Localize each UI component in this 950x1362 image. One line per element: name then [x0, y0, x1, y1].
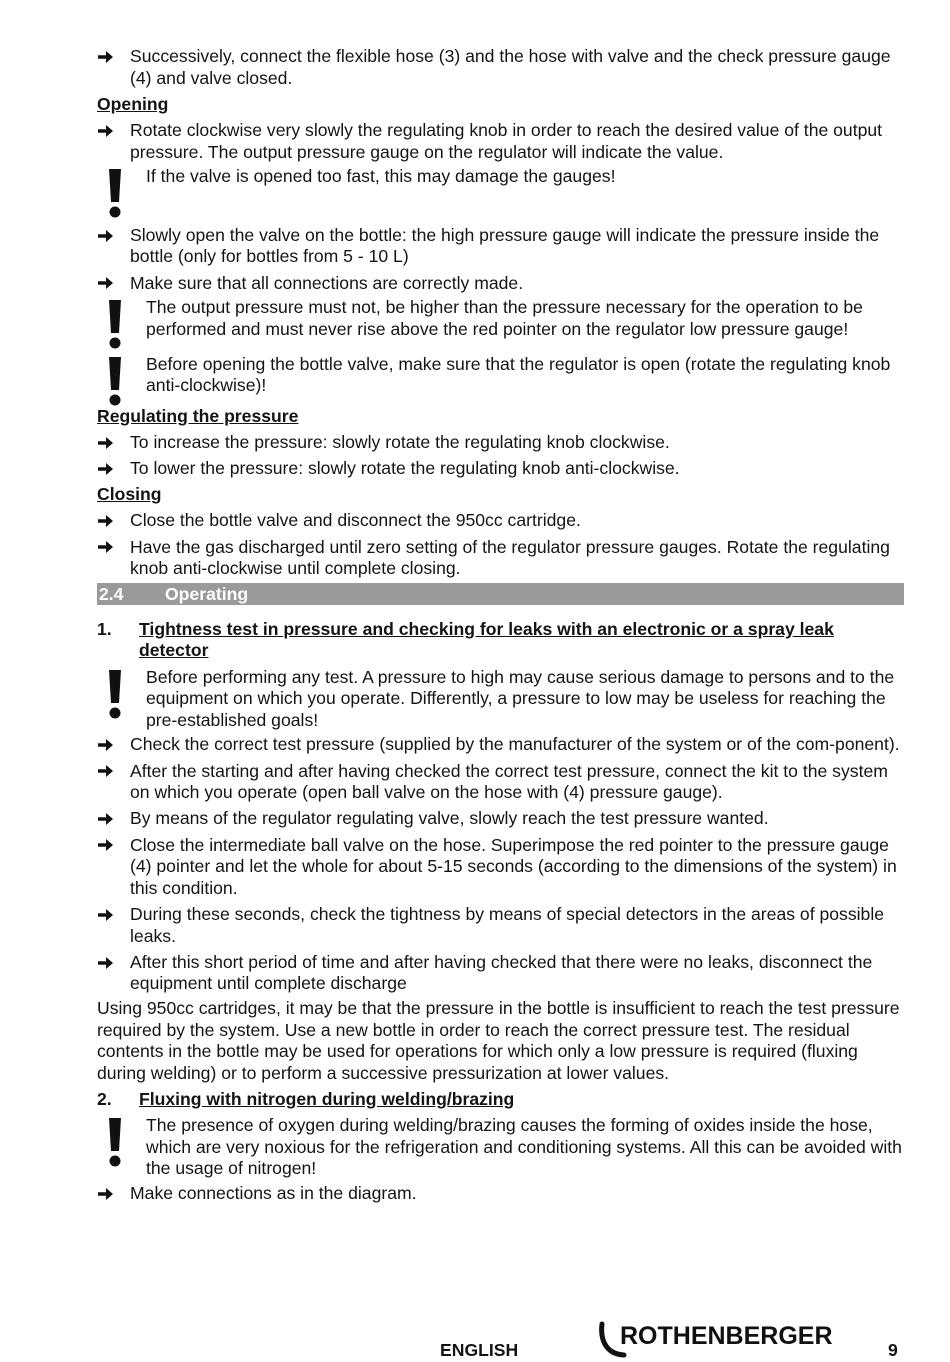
arrow-bullet-icon: [97, 904, 130, 926]
list-item-text: Check the correct test pressure (supplied by the manufacturer of the system or of the com-ponent).: [130, 734, 900, 755]
arrow-bullet-icon: [97, 537, 130, 559]
arrow-bullet-icon: [97, 225, 130, 247]
list-item: [97, 761, 904, 804]
list-item: [97, 458, 904, 480]
arrow-bullet-icon: [97, 952, 130, 974]
numbered-heading: [97, 1089, 904, 1111]
exclamation-icon: [97, 166, 146, 218]
warning-note: [97, 354, 904, 406]
list-item-text: By means of the regulator regulating valve, slowly reach the test pressure wanted.: [130, 808, 769, 829]
warning-note: [97, 166, 904, 220]
warning-text: The output pressure must not, be higher than the pressure necessary for the operation to be performed and must never rise above the red pointer on the regulator low pressure gauge!: [146, 297, 863, 339]
arrow-bullet-icon: [97, 835, 130, 857]
list-item-text: Close the bottle valve and disconnect the 950cc cartridge.: [130, 510, 581, 531]
list-item-text: After this short period of time and after having checked that there were no leaks, disconnect the equipment until complete discharge: [130, 951, 873, 994]
arrow-bullet-icon: [97, 808, 130, 830]
exclamation-icon: [97, 667, 146, 719]
list-item-text: To increase the pressure: slowly rotate the regulating knob clockwise.: [130, 431, 670, 452]
step-title: Fluxing with nitrogen during welding/brazing: [139, 1088, 515, 1109]
section-heading-regulating: Regulating the pressure: [97, 405, 299, 426]
warning-note: [97, 1115, 904, 1180]
footer-language: ENGLISH: [440, 1340, 519, 1360]
list-item-text: During these seconds, check the tightness by means of special detectors in the areas of possible leaks.: [130, 903, 885, 946]
list-item: [97, 120, 904, 163]
exclamation-icon: [97, 354, 146, 406]
list-item: [97, 904, 904, 947]
section-heading-opening: Opening: [97, 93, 169, 114]
arrow-bullet-icon: [97, 46, 130, 68]
list-item-text: Make sure that all connections are correctly made.: [130, 272, 524, 293]
section-heading-closing: Closing: [97, 484, 162, 505]
list-item: [97, 734, 904, 756]
warning-text: Before performing any test. A pressure to high may cause serious damage to persons and to the equipment on which you operate. Differently, a pressure to low may be useless for reaching the pre-established goals!: [146, 666, 895, 730]
list-item-text: To lower the pressure: slowly rotate the regulating knob anti-clockwise.: [130, 458, 680, 479]
list-item: [97, 225, 904, 268]
step-title: Tightness test in pressure and checking for leaks with an electronic or a spray leak detector: [139, 618, 834, 661]
page-number: 9: [888, 1340, 898, 1360]
body-paragraph: Using 950cc cartridges, it may be that the pressure in the bottle is insufficient to reach the test pressure required by the system. Use a new bottle in order to reach the correct pressure test. The residual contents in the bottle may be used for operations for which only a low pressure is required (fluxing during welding) or to perform a successive pressurization at lower values.: [97, 997, 900, 1083]
list-item-text: Make connections as in the diagram.: [130, 1182, 417, 1203]
arrow-bullet-icon: [97, 734, 130, 756]
list-item-text: Close the intermediate ball valve on the hose. Superimpose the red pointer to the pressure gauge (4) pointer and let the whole for about 5-15 seconds (according to the dimensions of the system) in this condition.: [130, 834, 897, 898]
step-number: 1.: [97, 618, 112, 639]
rothenberger-logo: [598, 1320, 850, 1360]
arrow-bullet-icon: [97, 120, 130, 142]
list-item: [97, 432, 904, 454]
exclamation-icon: [97, 297, 146, 349]
logo-wordmark: ROTHENBERGER: [620, 1322, 833, 1350]
warning-note: [97, 667, 904, 732]
list-item: [97, 952, 904, 995]
section-header-bar: [97, 583, 904, 605]
list-item: [97, 537, 904, 580]
arrow-bullet-icon: [97, 458, 130, 480]
list-item-text: Successively, connect the flexible hose (3) and the hose with valve and the check pressure gauge (4) and valve closed.: [130, 46, 891, 88]
list-item-text: Slowly open the valve on the bottle: the high pressure gauge will indicate the pressure inside the bottle (only for bottles from 5 - 10 L): [130, 224, 880, 267]
arrow-bullet-icon: [97, 510, 130, 532]
step-number: 2.: [97, 1088, 112, 1109]
list-item: [97, 808, 904, 830]
arrow-bullet-icon: [97, 761, 130, 783]
list-item: [97, 1183, 904, 1205]
list-item: [97, 835, 904, 900]
warning-text: The presence of oxygen during welding/brazing causes the forming of oxides inside the hose, which are very noxious for the refrigeration and conditioning systems. All this can be avoided with the usage of nitrogen!: [146, 1115, 902, 1179]
section-number: 2.4: [99, 583, 124, 604]
list-item-text: After the starting and after having checked the correct test pressure, connect the kit to the system on which you operate (open ball valve on the hose with (4) pressure gauge).: [130, 760, 888, 803]
list-item: [97, 46, 904, 89]
list-item: [97, 273, 904, 295]
manual-page: [97, 46, 904, 1209]
arrow-bullet-icon: [97, 273, 130, 295]
warning-note: [97, 297, 904, 349]
list-item-text: Rotate clockwise very slowly the regulating knob in order to reach the desired value of the output pressure. The output pressure gauge on the regulator will indicate the value.: [130, 119, 883, 162]
numbered-heading: [97, 619, 904, 662]
arrow-bullet-icon: [97, 432, 130, 454]
arrow-bullet-icon: [97, 1183, 130, 1205]
warning-text: If the valve is opened too fast, this may damage the gauges!: [146, 166, 616, 187]
section-title: Operating: [165, 583, 249, 604]
list-item-text: Have the gas discharged until zero setting of the regulator pressure gauges. Rotate the regulating knob anti-clockwise until complete closing.: [130, 536, 890, 579]
warning-text: Before opening the bottle valve, make sure that the regulator is open (rotate the regulating knob anti-clockwise)!: [146, 353, 891, 396]
list-item: [97, 510, 904, 532]
exclamation-icon: [97, 1115, 146, 1167]
